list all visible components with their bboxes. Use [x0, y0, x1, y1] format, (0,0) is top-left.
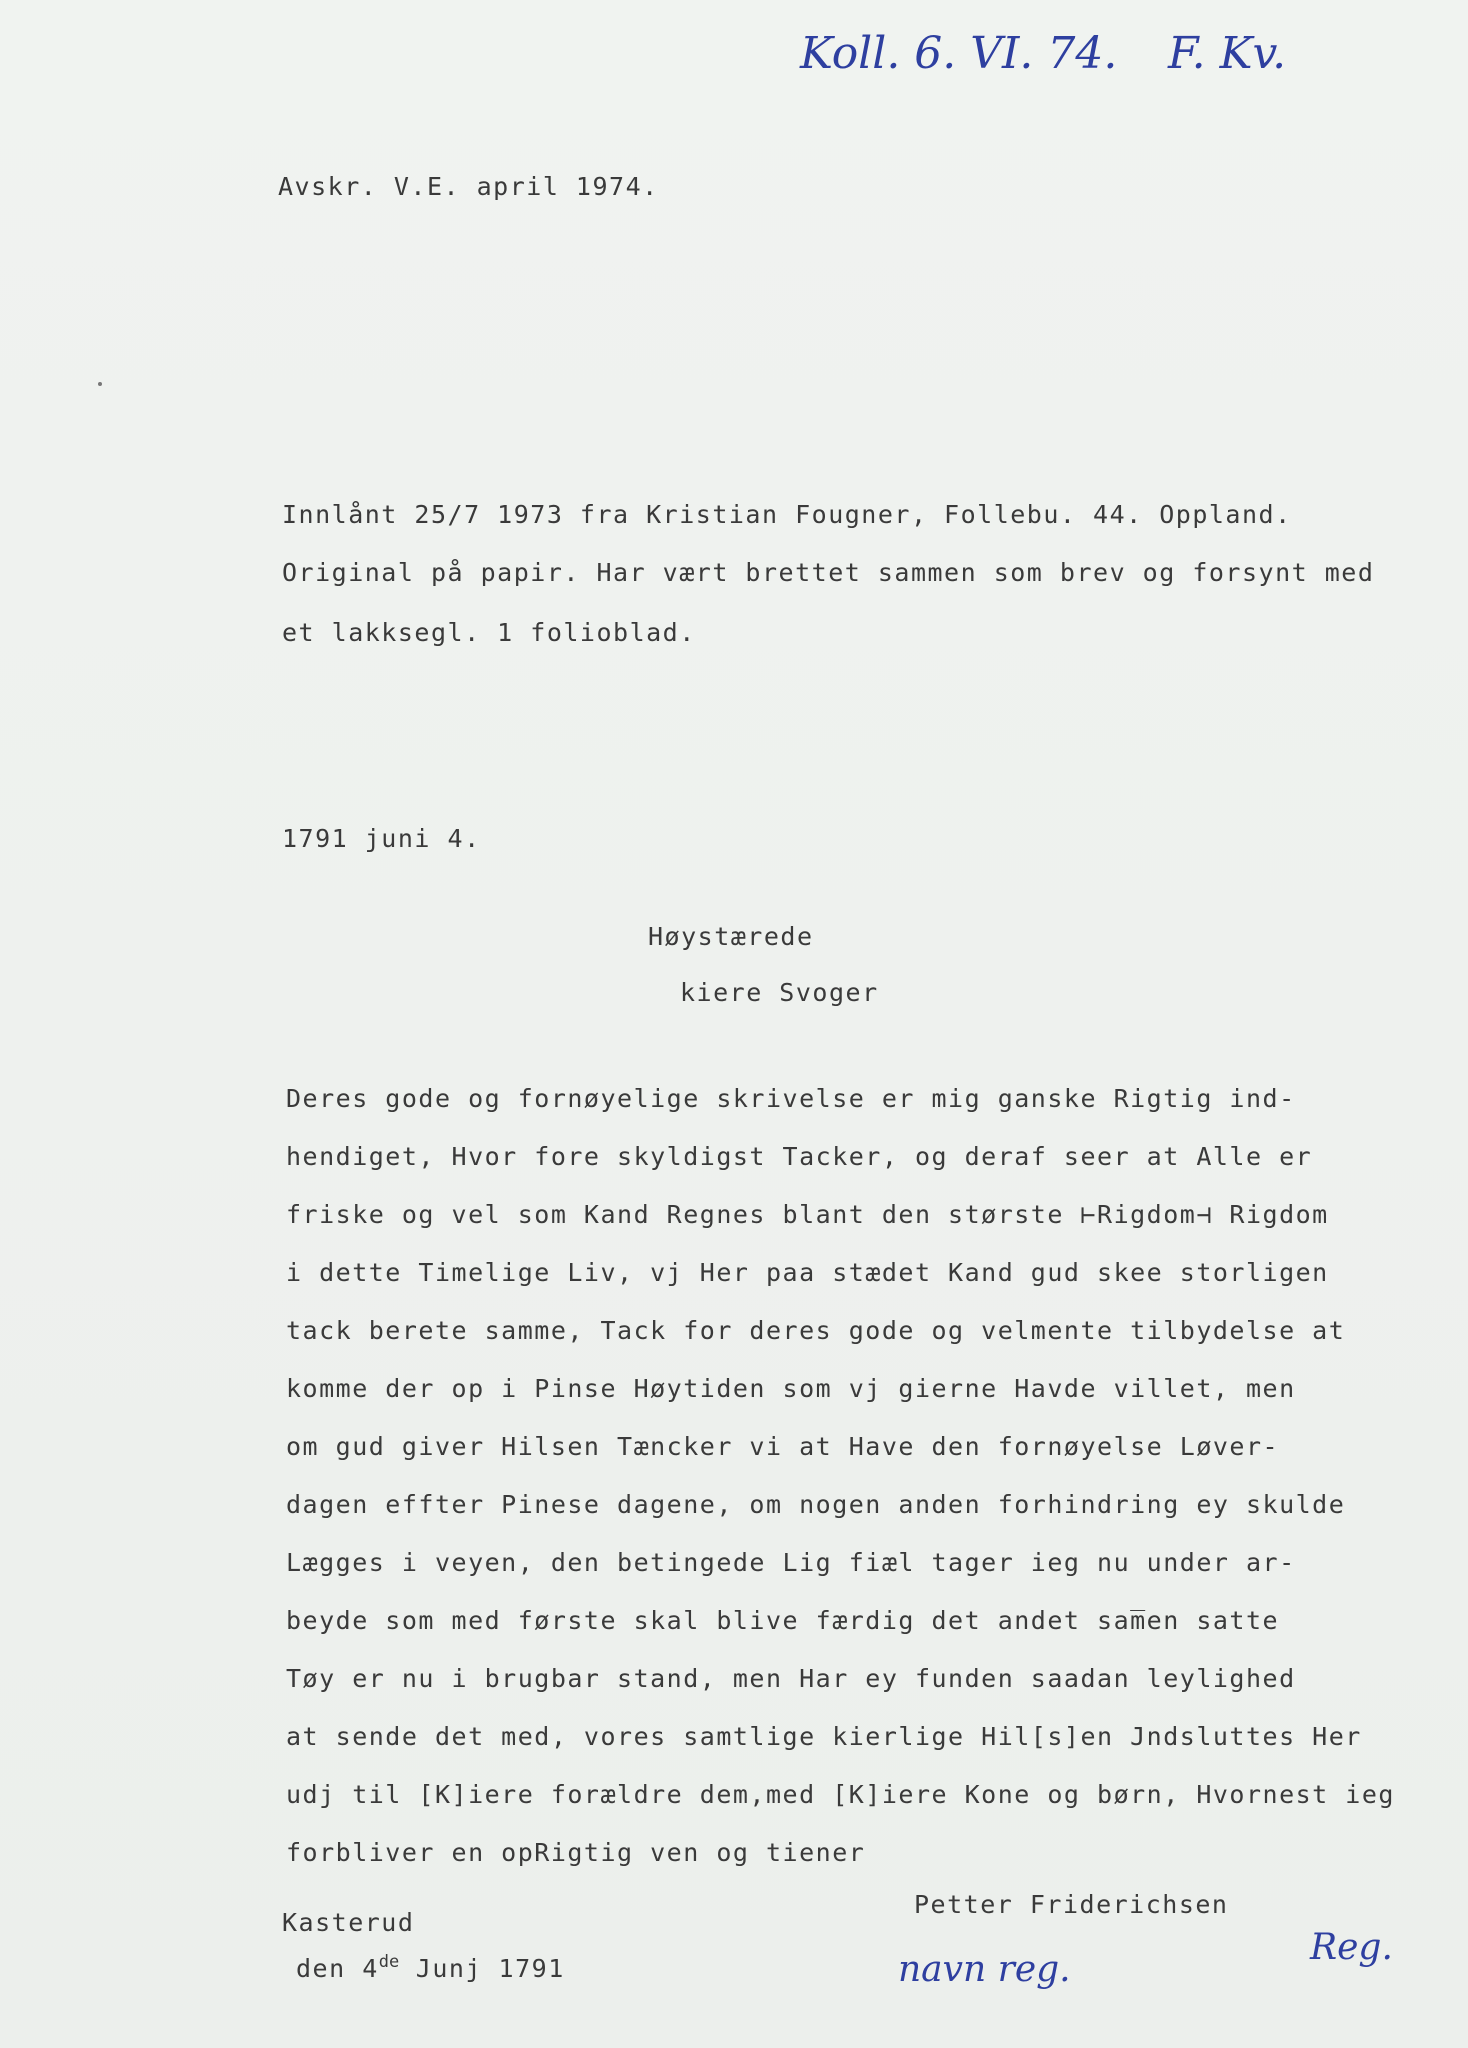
body-line: Tøy er nu i brugbar stand, men Har ey funden saadan leylighed — [286, 1664, 1296, 1693]
place-name: Kasterud — [282, 1908, 415, 1937]
source-note-line-3: et lakksegl. 1 folioblad. — [282, 618, 696, 647]
source-note-line-2: Original på papir. Har vært brettet sammen som brev og forsynt med — [282, 558, 1375, 587]
body-line: Lægges i veyen, den betingede Lig fiæl tager ieg nu under ar- — [286, 1548, 1296, 1577]
body-line: Deres gode og fornøyelige skrivelse er mig ganske Rigtig ind- — [286, 1084, 1296, 1113]
closing-date-prefix: den 4 — [296, 1954, 379, 1983]
transcription-note: Avskr. V.E. april 1974. — [278, 172, 659, 201]
handwritten-collection-ref: Koll. 6. VI. 74. — [800, 28, 1118, 79]
body-line: i dette Timelige Liv, vj Her paa stædet Kand gud skee storligen — [286, 1258, 1329, 1287]
letter-date: 1791 juni 4. — [282, 824, 481, 853]
body-line: at sende det med, vores samtlige kierlige Hil[s]en Jndsluttes Her — [286, 1722, 1362, 1751]
source-note-line-1: Innlånt 25/7 1973 fra Kristian Fougner, Follebu. 44. Oppland. — [282, 500, 1292, 529]
handwritten-name-register-note: navn reg. — [898, 1949, 1071, 1990]
closing-date — [296, 1954, 565, 1981]
salutation-line-1: Høystærede — [648, 922, 814, 951]
body-line: beyde som med første skal blive færdig det andet sam̅en satte — [286, 1606, 1280, 1635]
body-line: friske og vel som Kand Regnes blant den største ⊢Rigdom⊣ Rigdom — [286, 1200, 1329, 1229]
body-line: komme der op i Pinse Høytiden som vj gierne Havde villet, men — [286, 1374, 1296, 1403]
closing-date-superscript: de — [378, 1952, 400, 1972]
body-line: om gud giver Hilsen Tæncker vi at Have den fornøyelse Løver- — [286, 1432, 1280, 1461]
paper-speck — [98, 382, 102, 386]
handwritten-initials: F. Kv. — [1168, 28, 1287, 79]
closing-date-rest: Junj 1791 — [399, 1954, 565, 1983]
body-line: dagen effter Pinese dagene, om nogen anden forhindring ey skulde — [286, 1490, 1346, 1519]
signature: Petter Friderichsen — [914, 1890, 1229, 1919]
salutation-line-2: kiere Svoger — [680, 978, 879, 1007]
handwritten-register-note: Reg. — [1310, 1927, 1393, 1968]
body-line: tack berete samme, Tack for deres gode og velmente tilbydelse at — [286, 1316, 1346, 1345]
body-line: forbliver en opRigtig ven og tiener — [286, 1838, 866, 1867]
body-line: hendiget, Hvor fore skyldigst Tacker, og deraf seer at Alle er — [286, 1142, 1313, 1171]
body-line: udj til [K]iere forældre dem,med [K]iere Kone og børn, Hvornest ieg — [286, 1780, 1395, 1809]
